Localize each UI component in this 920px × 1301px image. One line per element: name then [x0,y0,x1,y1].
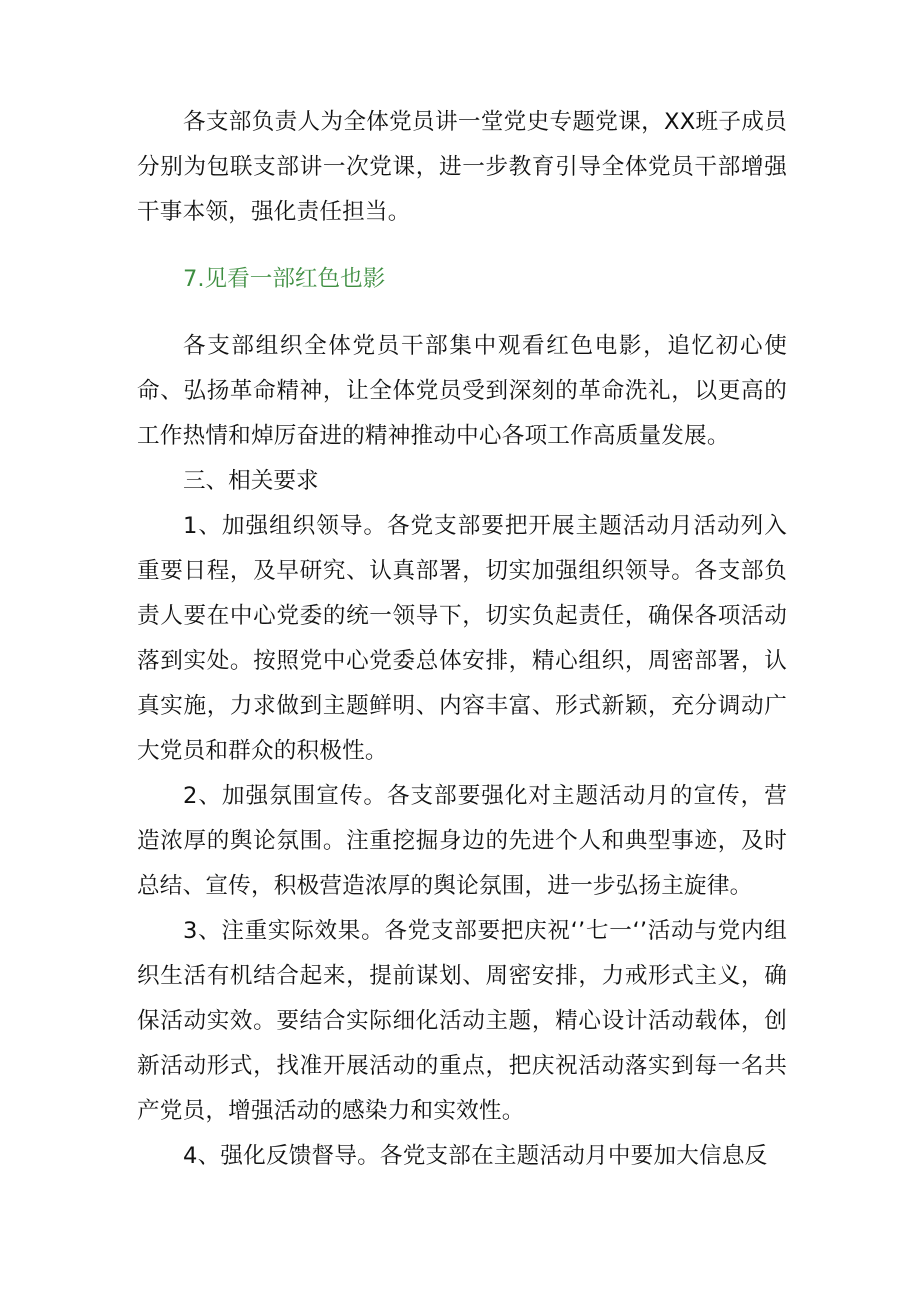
requirement-1: 1、加强组织领导。各党支部要把开展主题活动月活动列入重要日程，及早研究、认真部署，切实加强组织领导。各支部负责人要在中心党委的统一领导下，切实负起责任，确保各项活动落到实处。按照党中心党委总体安排，精心组织，周密部署，认真实施，力求做到主题鲜明、内容丰富、形式新颖，充分调动广大党员和群众的积极性。 [137,513,787,764]
section-requirements-title: 三、相关要求 [183,468,319,494]
heading-red-film: 7.见看一部红色也影 [183,266,386,292]
document-page [137,100,787,1179]
paragraph-red-film: 各支部组织全体党员干部集中观看红色电影，追忆初心使命、弘扬革命精神，让全体党员受到深刻的革命洗礼，以更高的工作热情和焯厉奋进的精神推动中心各项工作高质量发展。 [137,333,787,449]
requirement-4: 4、强化反馈督导。各党支部在主题活动月中要加大信息反 [183,1143,768,1169]
requirement-3: 3、注重实际效果。各党支部要把庆祝‘’七一‘’活动与党内组织生活有机结合起来，提前谋划、周密安排，力戒形式主义，确保活动实效。要结合实际细化活动主题，精心设计活动载体，创新活动形式，找准开展活动的重点，把庆祝活动落实到每一名共产党员，增强活动的感染力和实效性。 [137,918,787,1124]
paragraph-party-lecture: 各支部负责人为全体党员讲一堂党史专题党课，XX班子成员分别为包联支部讲一次党课，进一步教育引导全体党员干部增强干事本领，强化责任担当。 [137,109,787,225]
requirement-2: 2、加强氛围宣传。各支部要强化对主题活动月的宣传，营造浓厚的舆论氛围。注重挖掘身边的先进个人和典型事迹，及时总结、宣传，积极营造浓厚的舆论氛围，进一步弘扬主旋律。 [137,783,787,899]
